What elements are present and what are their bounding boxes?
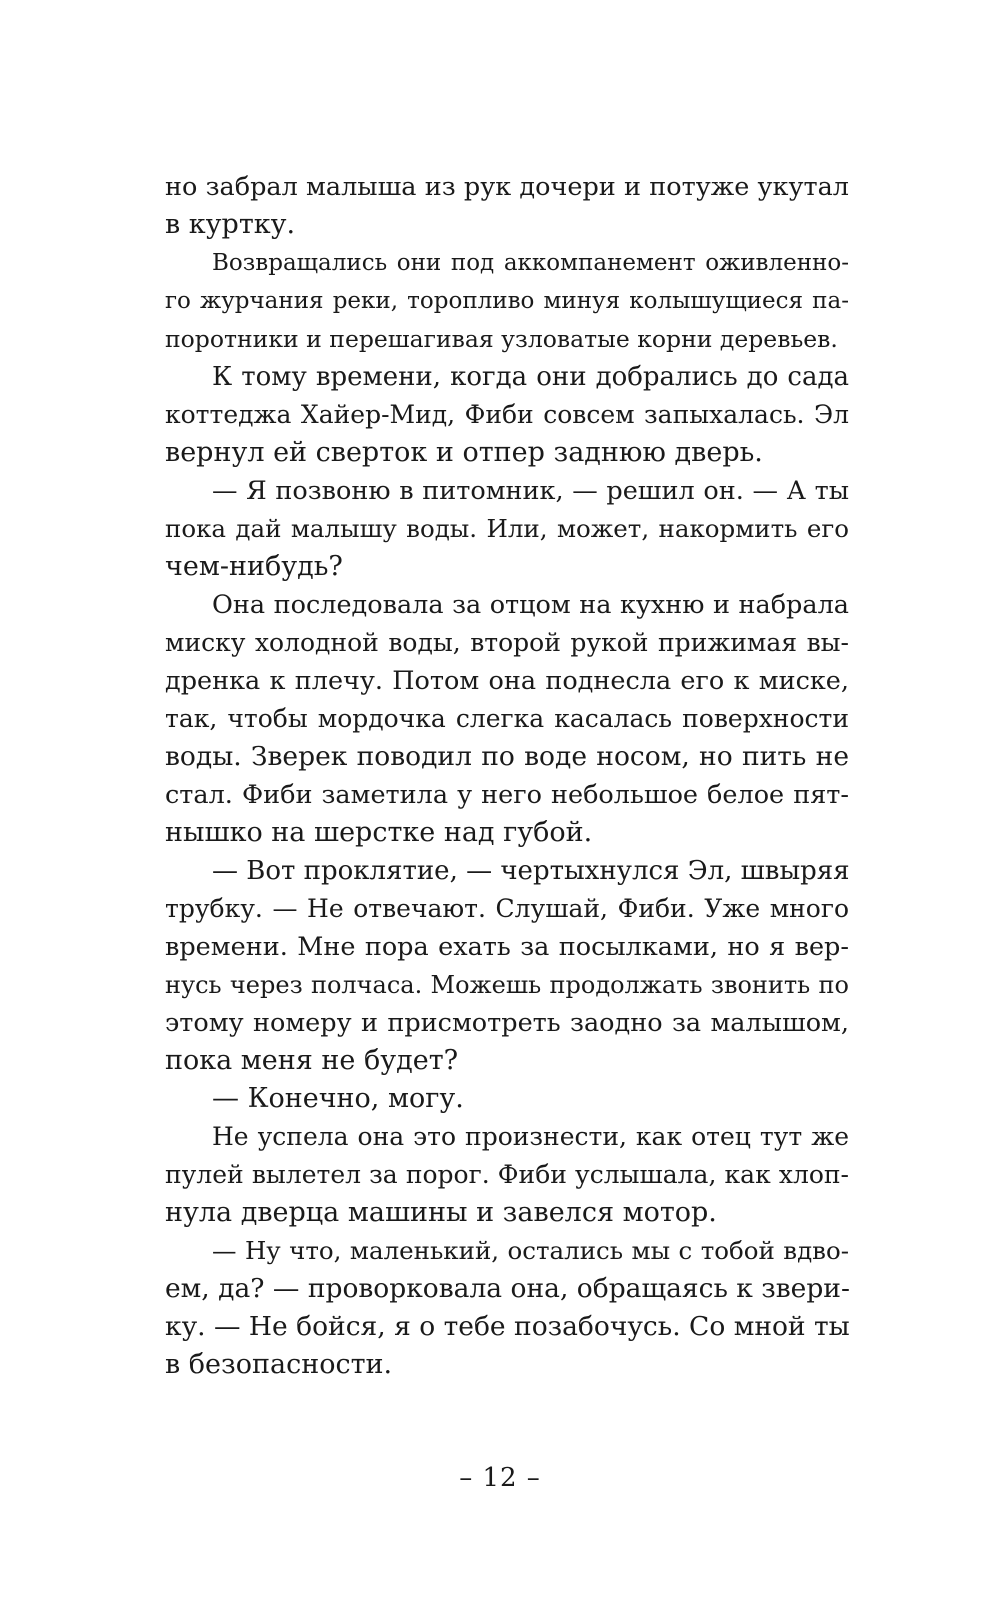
body-text	[165, 168, 849, 1384]
text-line: миску холодной воды, второй рукой прижимая вы-	[165, 628, 849, 657]
text-line: так, чтобы мордочка слегка касалась поверхности	[165, 704, 849, 733]
text-line: нусь через полчаса. Можешь продолжать звонить по	[165, 971, 849, 999]
text-line: — Вот проклятие, — чертыхнулся Эл, швыряя	[212, 856, 850, 886]
text-line: пока дай малышу воды. Или, может, накормить его	[165, 514, 849, 543]
text-line: нышко на шерстке над губой.	[165, 817, 593, 848]
text-line: ку. — Не бойся, я о тебе позабочусь. Со мной ты	[165, 1311, 850, 1342]
text-line: этому номеру и присмотреть заодно за малышом,	[165, 1008, 849, 1038]
text-line: времени. Мне пора ехать за посылками, но я вер-	[165, 932, 849, 962]
text-line: трубку. — Не отвечают. Слушай, Фиби. Уже много	[165, 894, 849, 923]
text-line: ем, да? — проворковала она, обращаясь к звери-	[165, 1273, 850, 1304]
text-line: — Ну что, маленький, остались мы с тобой вдво-	[212, 1236, 849, 1265]
text-line: дренка к плечу. Потом она поднесла его к миске,	[165, 666, 849, 696]
text-line: Она последовала за отцом на кухню и набрала	[212, 590, 849, 620]
text-line: коттеджа Хайер-Мид, Фиби совсем запыхалась. Эл	[165, 400, 849, 429]
text-line: поротники и перешагивая узловатые корни деревьев.	[165, 325, 838, 353]
text-line: пока меня не будет?	[165, 1045, 459, 1076]
text-line: вернул ей сверток и отпер заднюю дверь.	[165, 437, 763, 468]
text-line: го журчания реки, торопливо минуя колышущиеся па-	[165, 288, 849, 314]
text-line: в безопасности.	[165, 1349, 393, 1380]
text-line: — Я позвоню в питомник, — решил он. — А ты	[212, 476, 849, 506]
text-line: воды. Зверек поводил по воде носом, но пить не	[165, 741, 849, 772]
text-line: Не успела она это произнести, как отец тут же	[212, 1122, 849, 1151]
text-line: нула дверца машины и завелся мотор.	[165, 1197, 717, 1228]
text-line: чем-нибудь?	[165, 551, 343, 582]
text-line: пулей вылетел за порог. Фиби услышала, как хлоп-	[165, 1160, 849, 1189]
text-line: стал. Фиби заметила у него небольшое белое пят-	[165, 780, 849, 810]
text-line: Возвращались они под аккомпанемент оживленно-	[212, 250, 849, 276]
page-number: – 12 –	[459, 1463, 541, 1493]
text-line: — Конечно, могу.	[212, 1083, 464, 1114]
text-line: К тому времени, когда они добрались до сада	[212, 362, 849, 392]
text-line: в куртку.	[165, 209, 296, 240]
text-line: но забрал малыша из рук дочери и потуже укутал	[165, 172, 849, 202]
